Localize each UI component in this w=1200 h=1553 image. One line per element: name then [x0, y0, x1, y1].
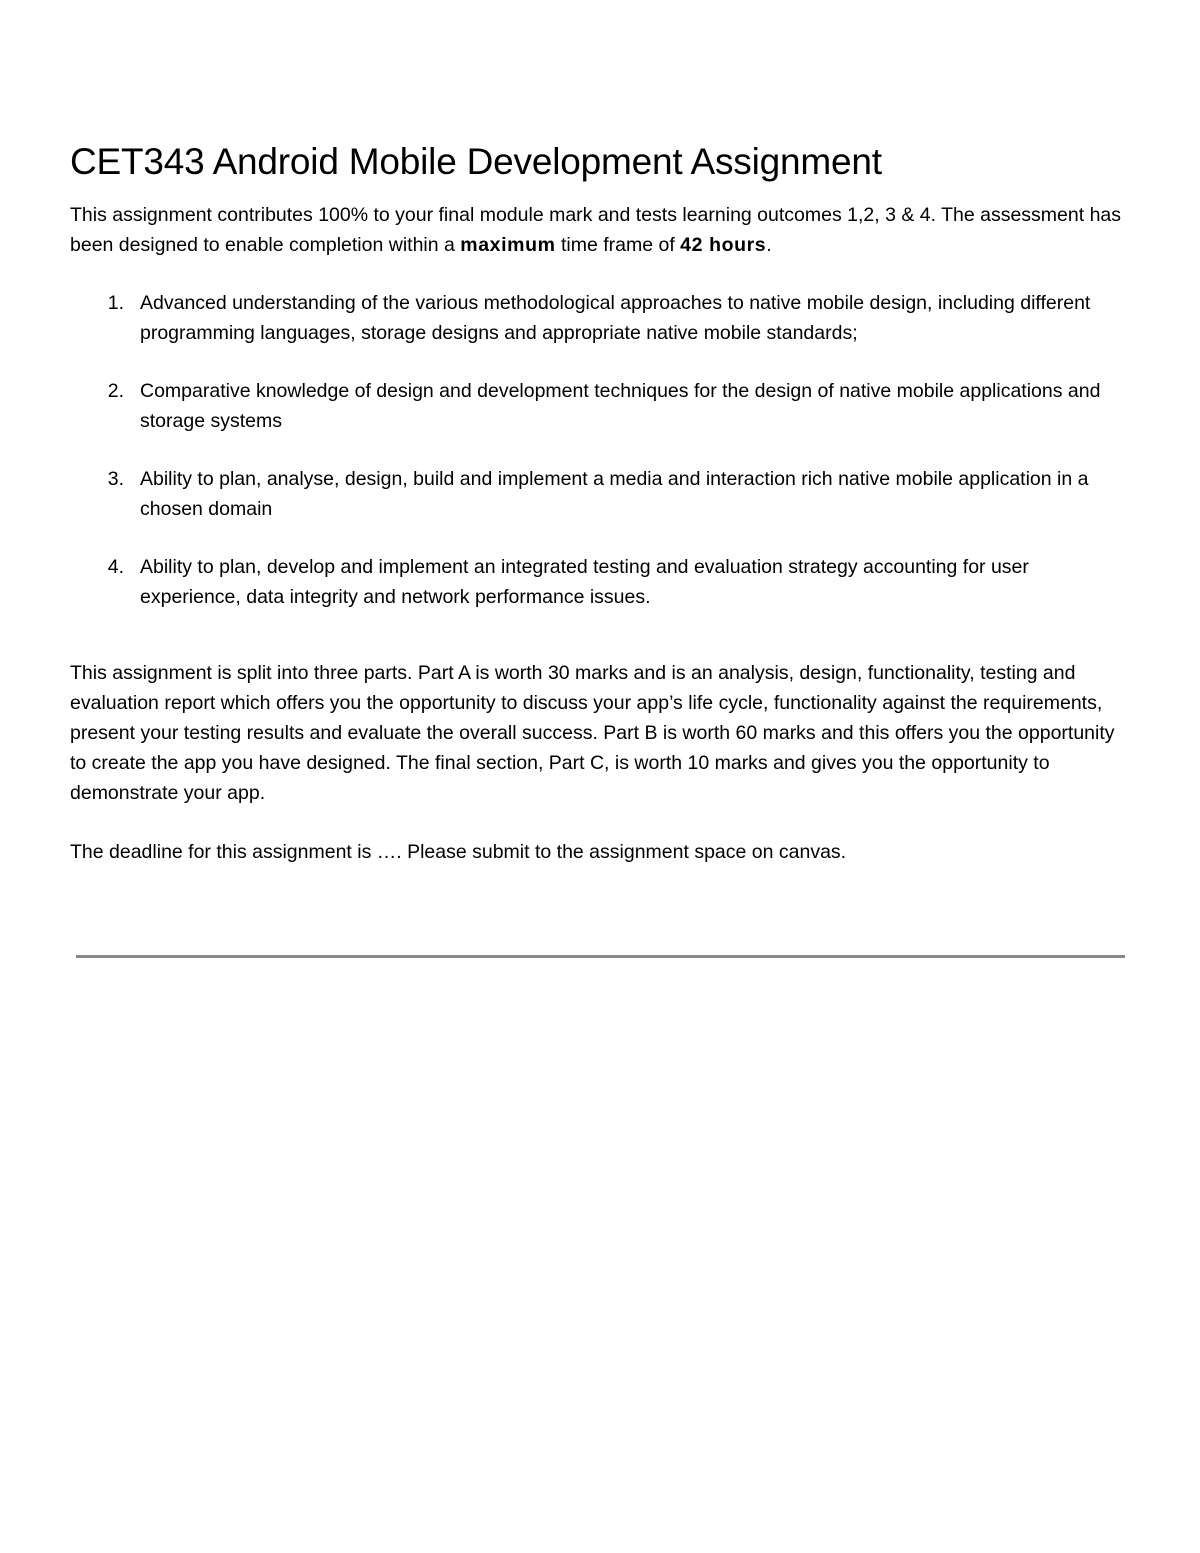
outcome-number: 3.	[107, 468, 124, 490]
outcome-number: 2.	[107, 380, 124, 402]
outcome-text: Ability to plan, develop and implement an integrated testing and evaluation strategy accounting for user experience, data integrity and network performance issues.	[140, 556, 1029, 608]
list-item	[70, 464, 1130, 524]
parts-paragraph: This assignment is split into three parts. Part A is worth 30 marks and is an analysis, design, functionality, testing and evaluation report which offers you the opportunity to discuss your app’s life cycle, functionality against the requirements, present your testing results and evaluate the overall success. Part B is worth 60 marks and this offers you the opportunity to create the app you have designed. The final section, Part C, is worth 10 marks and gives you the opportunity to demonstrate your app.	[70, 662, 1115, 804]
deadline-paragraph: The deadline for this assignment is …. Please submit to the assignment space on canvas.	[70, 841, 847, 863]
intro-text-2: time frame of	[555, 234, 681, 256]
list-item	[70, 552, 1130, 612]
document-title: CET343 Android Mobile Development Assignment	[70, 141, 882, 182]
outcome-number: 4.	[107, 556, 124, 578]
intro-bold-hours: 42 hours	[680, 234, 767, 256]
document-page	[70, 138, 1130, 867]
intro-paragraph	[70, 200, 1130, 260]
outcome-text: Comparative knowledge of design and development techniques for the design of native mobile applications and storage systems	[140, 380, 1101, 432]
intro-text-3: .	[766, 234, 772, 256]
outcome-number: 1.	[107, 292, 124, 314]
list-item	[70, 376, 1130, 436]
list-item	[70, 288, 1130, 348]
outcome-text: Ability to plan, analyse, design, build and implement a media and interaction rich native mobile application in a chosen domain	[140, 468, 1089, 520]
intro-text-1: This assignment contributes 100% to your final module mark and tests learning outcomes 1,2, 3 & 4. The assessment has been designed to enable completion within a	[70, 204, 1122, 256]
learning-outcomes-list	[70, 288, 1130, 612]
intro-bold-maximum: maximum	[460, 234, 556, 256]
outcome-text: Advanced understanding of the various methodological approaches to native mobile design, including different programming languages, storage designs and appropriate native mobile standards;	[140, 292, 1091, 344]
horizontal-divider	[76, 955, 1125, 958]
